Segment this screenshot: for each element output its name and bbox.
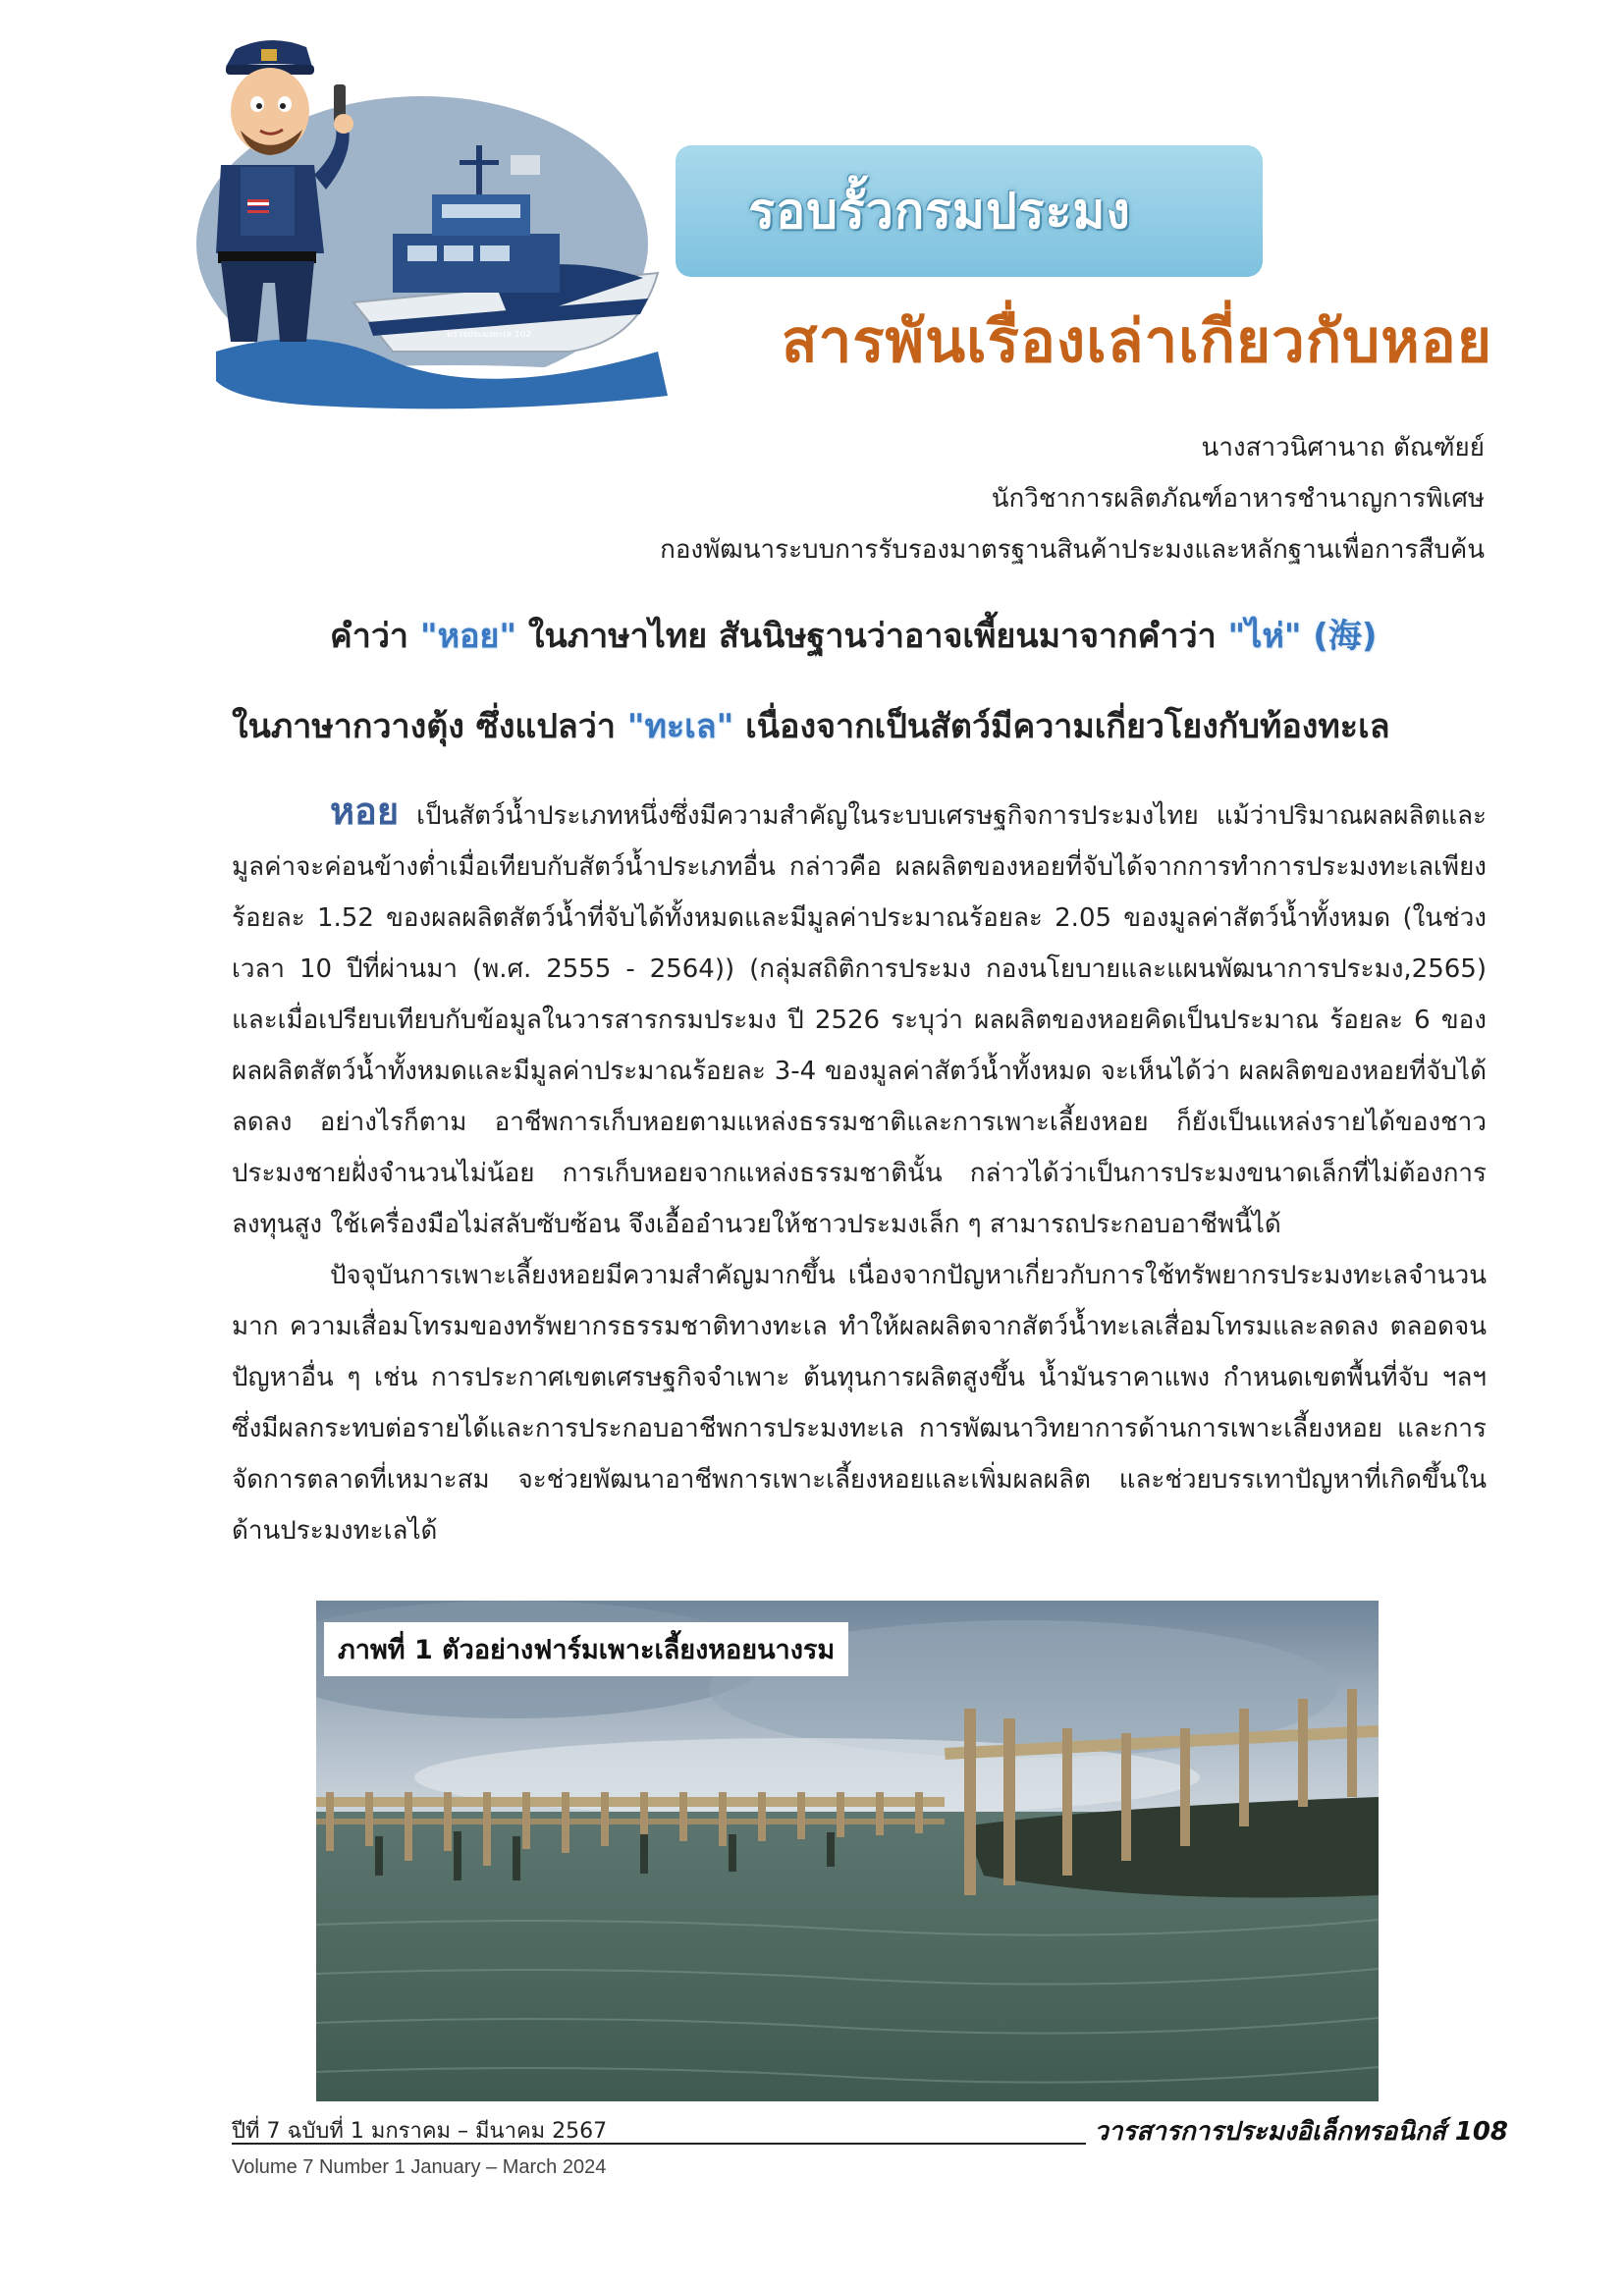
lead-text: ในภาษากวางตุ้ง ซึ่งแปลว่า — [232, 707, 627, 746]
keyword-hai: "ไห่" (海) — [1227, 617, 1378, 656]
figure-caption: ภาพที่ 1 ตัวอย่างฟาร์มเพาะเลี้ยงหอยนางรม — [324, 1622, 848, 1676]
paragraph-lead-word: หอย — [330, 789, 400, 833]
author-position: นักวิชาการผลิตภัณฑ์อาหารชำนาญการพิเศษ — [991, 484, 1485, 514]
lead-text: คำว่า — [330, 617, 420, 656]
footer-issue-th: ปีที่ 7 ฉบับที่ 1 มกราคม – มีนาคม 2567 — [232, 2119, 608, 2144]
paragraph-text: เป็นสัตว์น้ำประเภทหนึ่งซึ่งมีความสำคัญในระบบเศรษฐกิจการประมงไทย แม้ว่าปริมาณผลผลิตและมูลค่าจะค่อนข้างต่ำเมื่อเทียบกับสัตว์น้ำประเภทอื่น กล่าวคือ ผลผลิตของหอยที่จับได้จากการทำการประมงทะเลเพียง ร้อยละ 1.52 ของผลผลิตสัตว์น้ำที่จับได้ทั้งหมดและมีมูลค่าประมาณร้อยละ 2.05 ของมูลค่าสัตว์น้ำทั้งหมด (ในช่วงเวลา 10 ปีที่ผ่านมา (พ.ศ. 2555 - 2564)) (กลุ่มสถิติการประมง กองนโยบายและแผนพัฒนาการประมง,2565) และเมื่อเปรียบเทียบกับข้อมูลในวารสารกรมประมง ปี 2526 ระบุว่า ผลผลิตของหอยคิดเป็นประมาณ ร้อยละ 6 ของผลผลิตสัตว์น้ำทั้งหมดและมีมูลค่าประมาณร้อยละ 3-4 ของมูลค่าสัตว์น้ำทั้งหมด จะเห็นได้ว่า ผลผลิตของหอยที่จับได้ลดลง อย่างไรก็ตาม อาชีพการเก็บหอยตามแหล่งธรรมชาติและการเพาะเลี้ยงหอย ก็ยังเป็นแหล่งรายได้ของชาวประมงชายฝั่งจำนวนไม่น้อย การเก็บหอยจากแหล่งธรรมชาตินั้น กล่าวได้ว่าเป็นการประมงขนาดเล็กที่ไม่ต้องการลงทุนสูง ใช้เครื่องมือไม่สลับซับซ้อน จึงเอื้ออำนวยให้ชาวประมงเล็ก ๆ สามารถประกอบอาชีพนี้ได้ — [232, 801, 1487, 1239]
footer-journal: วารสารการประมงอิเล็กทรอนิกส์ 108 — [1086, 2111, 1508, 2151]
paragraph-1 — [232, 786, 1487, 1250]
article-title: สารพันเรื่องเล่าเกี่ยวกับหอย — [782, 307, 1492, 376]
section-label: รอบรั้วกรมประมง — [748, 182, 1131, 240]
paragraph-2: ปัจจุบันการเพาะเลี้ยงหอยมีความสำคัญมากขึ้น เนื่องจากปัญหาเกี่ยวกับการใช้ทรัพยากรประมงทะเลจำนวนมาก ความเสื่อมโทรมของทรัพยากรธรรมชาติทางทะเล ทำให้ผลผลิตจากสัตว์น้ำทะเลเสื่อมโทรมและลดลง ตลอดจนปัญหาอื่น ๆ เช่น การประกาศเขตเศรษฐกิจจำเพาะ ต้นทุนการผลิตสูงขึ้น น้ำมันราคาแพง กำหนดเขตพื้นที่จับ ฯลฯ ซึ่งมีผลกระทบต่อรายได้และการประกอบอาชีพการประมงทะเล การพัฒนาวิทยาการด้านการเพาะเลี้ยงหอย และการจัดการตลาดที่เหมาะสม จะช่วยพัฒนาอาชีพการเพาะเลี้ยงหอยและเพิ่มผลผลิต และช่วยบรรเทาปัญหาที่เกิดขึ้นในด้านประมงทะเลได้ — [232, 1261, 1487, 1546]
lead-line-1 — [330, 609, 1587, 662]
article-body — [232, 786, 1487, 1556]
boat-hull-text: ตรวจประมงทะเล 102 — [447, 330, 532, 340]
lead-text: ในภาษาไทย สันนิษฐานว่าอาจเพี้ยนมาจากคำว่า — [516, 617, 1228, 656]
keyword-thale: "ทะเล" — [626, 707, 734, 746]
author-division: กองพัฒนาระบบการรับรองมาตรฐานสินค้าประมงและหลักฐานเพื่อการสืบค้น — [660, 535, 1485, 565]
author-name: นางสาวนิศานาถ ตัณฑัยย์ — [1201, 433, 1485, 463]
author-block — [660, 422, 1485, 575]
lead-text: เนื่องจากเป็นสัตว์มีความเกี่ยวโยงกับท้องทะเล — [733, 707, 1390, 746]
section-banner — [676, 145, 1263, 277]
footer-issue-en: Volume 7 Number 1 January – March 2024 — [232, 2156, 607, 2178]
keyword-hoi: "หอย" — [419, 617, 517, 656]
header-illustration — [196, 27, 687, 410]
lead-line-2 — [232, 699, 1489, 752]
